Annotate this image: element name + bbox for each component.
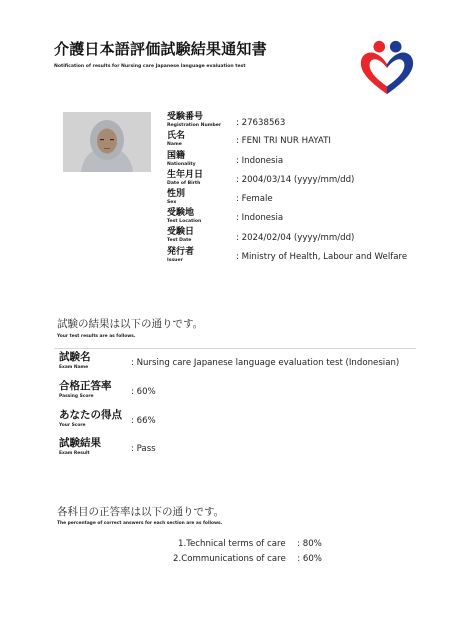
section-score-row — [173, 554, 322, 564]
field-value-test-date: : 2024/02/04 (yyyy/mm/dd) — [236, 233, 355, 243]
field-label-en: Date of Birth — [167, 181, 201, 186]
result-value-your-score: : 66% — [131, 416, 156, 426]
result-exam-name — [59, 352, 91, 370]
document-title: 介護日本語評価試験結果通知書 — [54, 40, 267, 58]
result-label-en: Exam Result — [59, 450, 90, 456]
field-test-date — [167, 228, 194, 244]
sections-heading: 各科目の正答率は以下の通りです。 — [57, 506, 225, 518]
field-value-sex: : Female — [236, 194, 273, 204]
field-label-en: Test Location — [167, 219, 202, 224]
result-label-en: Passing Score — [59, 393, 94, 399]
result-label-jp: 試験名 — [59, 351, 91, 363]
field-date-of-birth — [167, 171, 203, 187]
result-label-en: Exam Name — [59, 364, 89, 370]
results-heading: 試験の結果は以下の通りです。 — [57, 318, 204, 330]
field-value-nationality: : Indonesia — [236, 156, 284, 166]
field-value-issuer: : Ministry of Health, Labour and Welfare — [236, 252, 408, 262]
field-label-jp: 受験地 — [167, 208, 195, 218]
result-exam-result — [59, 438, 101, 456]
result-value-exam-name: : Nursing care Japanese language evaluation test (Indonesian) — [131, 358, 400, 368]
field-test-location — [167, 209, 201, 225]
result-value-exam-result: : Pass — [131, 444, 156, 454]
results-subheading: Your test results are as follows. — [57, 334, 136, 339]
field-label-jp: 国籍 — [167, 151, 186, 161]
field-value-test-location: : Indonesia — [236, 213, 284, 223]
section-score: : 60% — [297, 554, 322, 564]
result-label-jp: 合格正答率 — [59, 380, 112, 392]
result-label-en: Your Score — [59, 422, 86, 428]
field-label-jp: 受験日 — [167, 227, 195, 237]
result-passing-score — [59, 381, 112, 399]
field-label-en: Nationality — [167, 162, 196, 167]
candidate-photo — [63, 112, 151, 172]
document-subtitle: Notification of results for Nursing care Japanese language evaluation test — [54, 64, 246, 69]
field-label-jp: 性別 — [167, 189, 186, 199]
field-sex — [167, 190, 185, 206]
field-label-en: Test Date — [167, 238, 192, 243]
field-issuer — [167, 248, 194, 264]
field-label-jp: 発行者 — [167, 247, 195, 257]
section-score-row — [178, 539, 322, 549]
section-divider — [54, 348, 416, 349]
result-label-jp: 試験結果 — [59, 437, 101, 449]
field-value-date-of-birth: : 2004/03/14 (yyyy/mm/dd) — [236, 175, 355, 185]
heart-figure-logo-icon — [358, 38, 416, 96]
field-label-jp: 生年月日 — [167, 170, 204, 180]
field-label-jp: 受験番号 — [167, 112, 204, 122]
field-label-en: Registration Number — [167, 123, 222, 128]
section-score: : 80% — [297, 539, 322, 549]
result-your-score — [59, 410, 122, 428]
sections-subheading: The percentage of correct answers for each section are as follows. — [57, 521, 223, 526]
field-nationality — [167, 152, 196, 168]
field-label-en: Name — [167, 142, 182, 147]
field-label-jp: 氏名 — [167, 131, 186, 141]
field-value-name: : FENI TRI NUR HAYATI — [236, 136, 331, 146]
section-name: 1.Technical terms of care — [178, 539, 286, 549]
field-name — [167, 132, 185, 148]
field-label-en: Issuer — [167, 258, 183, 263]
field-registration-number — [167, 113, 221, 129]
field-label-en: Sex — [167, 200, 177, 205]
field-value-registration-number: : 27638563 — [236, 118, 286, 128]
result-label-jp: あなたの得点 — [59, 409, 122, 421]
result-value-passing-score: : 60% — [131, 387, 156, 397]
section-name: 2.Communications of care — [173, 554, 286, 564]
